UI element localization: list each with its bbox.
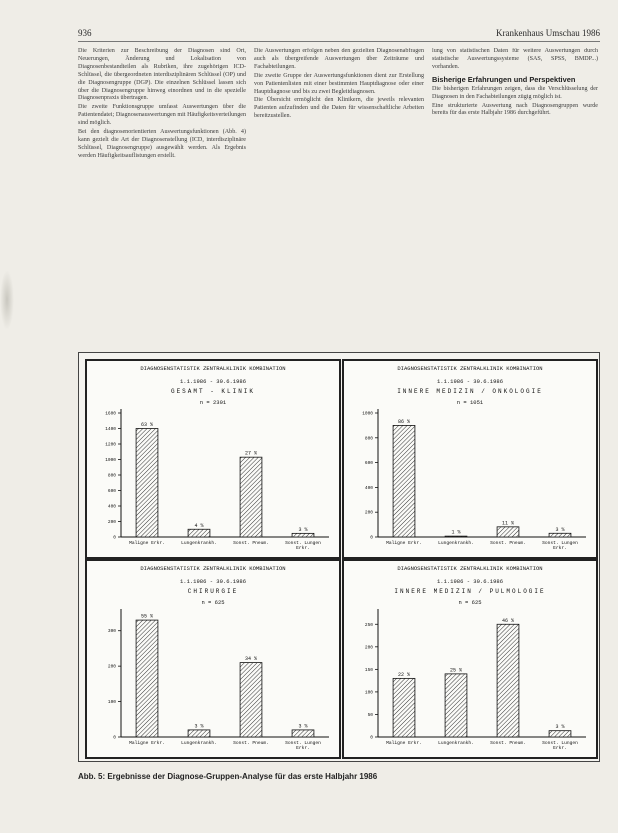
bar [240, 663, 262, 737]
chart-panel-3 [85, 559, 341, 759]
category-label: Sonst. Lungen Erkr. [542, 741, 578, 751]
y-tick-label: 100 [364, 690, 373, 696]
category-label: Lungenkrankh. [181, 541, 217, 546]
bar [292, 730, 314, 737]
chart-panel-4 [342, 559, 598, 759]
bar-chart-svg [87, 361, 339, 557]
category-label: Sonst. Pneum. [490, 541, 526, 546]
bar-value-label: 4 % [194, 522, 204, 529]
category-label: Sonst. Pneum. [233, 741, 269, 746]
bar [240, 457, 262, 537]
y-tick-label: 200 [107, 520, 116, 525]
y-tick-label: 50 [367, 712, 373, 718]
category-label: Sonst. Lungen Erkr. [285, 541, 321, 551]
chart-n: n = 625 [458, 599, 482, 606]
paragraph: lung von statistischen Daten für weitere Auswertungen durch statistische Auswertungssysteme (SAS, SPSS, BMDP...) vorhanden. [432, 48, 598, 70]
bar [497, 624, 519, 737]
y-tick-label: 250 [364, 622, 373, 628]
paragraph: Bei den diagnosenorientierten Auswertungsfunktionen (Abb. 4) kann gezielt die Art der Diagnosenstellung (ICD, interdisziplinäre Schlüssel, Diagnosengruppe) ausgewählt werden. Als Ergebnis werden Häufigkeitsauflistungen erstellt. [78, 129, 246, 159]
chart-title: DIAGNOSENSTATISTIK ZENTRALKLINIK KOMBINATION [397, 365, 543, 372]
bar-value-label: 3 % [298, 526, 308, 533]
paragraph: Die zweite Gruppe der Auswertungsfunktionen dient zur Erstellung von Patientenlisten mit einer bestimmten Hauptdiagnose oder einer Hauptdiagnose und bis zu zwei Begleitdiagnosen. [254, 72, 424, 95]
bar-value-label: 86 % [397, 418, 411, 425]
y-tick-label: 1200 [105, 442, 116, 448]
section-heading: Bisherige Erfahrungen und Perspektiven [432, 74, 576, 84]
chart-n: n = 625 [201, 599, 225, 606]
chart-subtitle: INNERE MEDIZIN / PULMOLOGIE [394, 588, 546, 595]
bar-value-label: 1 % [451, 529, 461, 536]
category-label: Maligne Erkr. [129, 741, 165, 746]
bar-chart-svg [344, 361, 596, 557]
bar-value-label: 3 % [194, 723, 204, 730]
y-tick-label: 200 [107, 664, 116, 670]
y-tick-label: 1400 [105, 427, 116, 432]
category-label: Maligne Erkr. [386, 741, 422, 746]
chart-subtitle: CHIRURGIE [187, 588, 239, 595]
bar-value-label: 3 % [555, 724, 565, 731]
y-tick-label: 200 [364, 510, 373, 516]
y-tick-label: 300 [107, 629, 116, 635]
y-tick-label: 600 [364, 461, 373, 467]
category-label: Sonst. Lungen Erkr. [542, 541, 578, 551]
category-label: Maligne Erkr. [386, 541, 422, 546]
bar [549, 533, 571, 537]
chart-panel-1 [85, 359, 341, 559]
y-tick-label: 0 [113, 735, 116, 741]
page-number: 936 [78, 28, 92, 38]
category-label: Sonst. Lungen Erkr. [285, 741, 321, 751]
paragraph: Die Übersicht ermöglicht den Klinikern, die jeweils relevanten Patienten aufzufinden und die Daten für wissenschaftliche Arbeiten bereitzustellen. [254, 97, 424, 120]
paragraph: Die Auswertungen erfolgen neben den gezielten Diagnosenabfragen auch als übergreifende Auswertungen über Zeiträume und Fachabteilungen. [254, 48, 424, 70]
bar [393, 425, 415, 537]
chart-date: 1.1.1986 - 30.6.1986 [179, 378, 246, 385]
chart-title: DIAGNOSENSTATISTIK ZENTRALKLINIK KOMBINATION [397, 565, 543, 572]
bar-value-label: 3 % [555, 526, 565, 533]
y-tick-label: 400 [107, 504, 116, 510]
figure-frame [78, 352, 600, 762]
chart-panel-2 [342, 359, 598, 559]
bar [445, 674, 467, 737]
paragraph: Die zweite Funktionsgruppe umfasst Auswertungen über die Patientendatei; Diagnosenauswertungen mit Häufigkeitsverteilungen sind möglich. [78, 104, 246, 127]
paragraph: Eine strukturierte Auswertung nach Diagnosengruppen wurde bereits für das erste Halbjahr 1986 durchgeführt. [432, 102, 598, 117]
chart-n: n = 1051 [456, 399, 484, 406]
y-tick-label: 150 [364, 667, 373, 673]
y-tick-label: 0 [370, 735, 373, 741]
scan-shadow [0, 270, 14, 330]
paragraph: Die Kriterien zur Beschreibung der Diagnosen sind Ort, Neuerungen, Änderung und Lokalisation von Diagnosenbestandteilen als Rubriken, ihre zugehörigen ICD-Schlüssel, die übergeordneten interdisziplinären Schlüssel (OP) und die Diagnosengruppe (DGP). Die einzelnen Schlüssel lassen sich über die Diagnosengruppe hinweg einordnen und in die spezielle Diagnosenpraxis übertragen. [78, 48, 246, 102]
category-label: Lungenkrankh. [438, 541, 474, 546]
y-tick-label: 800 [107, 473, 116, 479]
y-tick-label: 400 [364, 485, 373, 491]
bar-value-label: 63 % [140, 422, 154, 428]
page-header [78, 27, 600, 42]
chart-title: DIAGNOSENSTATISTIK ZENTRALKLINIK KOMBINATION [140, 565, 286, 572]
bar [188, 529, 210, 537]
text-column-2 [254, 48, 424, 348]
bar-value-label: 22 % [397, 671, 411, 678]
chart-subtitle: GESAMT - KLINIK [170, 388, 255, 395]
y-tick-label: 1000 [362, 411, 373, 417]
bar [188, 730, 210, 737]
bar [136, 620, 158, 737]
bar-value-label: 46 % [501, 617, 515, 624]
running-title: Krankenhaus Umschau 1986 [496, 28, 600, 38]
bar-value-label: 34 % [244, 656, 258, 663]
bar [497, 527, 519, 537]
bar-value-label: 55 % [140, 613, 154, 620]
chart-date: 1.1.1986 - 30.6.1986 [436, 578, 503, 585]
category-label: Sonst. Pneum. [233, 541, 269, 546]
bar-value-label: 3 % [298, 723, 308, 730]
y-tick-label: 600 [107, 489, 116, 494]
bar [393, 678, 415, 737]
category-label: Maligne Erkr. [129, 541, 165, 546]
bar [549, 731, 571, 737]
text-column-1 [78, 48, 246, 348]
category-label: Lungenkrankh. [181, 741, 217, 746]
y-tick-label: 100 [107, 700, 116, 706]
bar-chart-svg [344, 561, 596, 757]
y-tick-label: 1000 [105, 458, 116, 463]
y-tick-label: 0 [113, 535, 116, 541]
figure-caption: Abb. 5: Ergebnisse der Diagnose-Gruppen-Analyse für das erste Halbjahr 1986 [78, 772, 378, 781]
bar [445, 536, 467, 537]
chart-title: DIAGNOSENSTATISTIK ZENTRALKLINIK KOMBINATION [140, 365, 286, 372]
text-column-3 [432, 48, 598, 348]
chart-n: n = 2301 [199, 399, 227, 406]
y-tick-label: 1600 [105, 411, 116, 417]
bar [136, 429, 158, 538]
bar-value-label: 27 % [244, 450, 258, 457]
chart-date: 1.1.1986 - 30.6.1986 [436, 378, 503, 385]
category-label: Lungenkrankh. [438, 741, 474, 746]
bar [292, 533, 314, 537]
chart-subtitle: INNERE MEDIZIN / ONKOLOGIE [397, 388, 543, 395]
y-tick-label: 800 [364, 436, 373, 442]
bar-chart-svg [87, 561, 339, 757]
bar-value-label: 25 % [449, 667, 463, 674]
paragraph: Die bisherigen Erfahrungen zeigen, dass die Verschlüsselung der Diagnosen in den Fachabteilungen zügig möglich ist. [432, 85, 598, 100]
y-tick-label: 200 [364, 645, 373, 651]
chart-date: 1.1.1986 - 30.6.1986 [179, 578, 246, 585]
category-label: Sonst. Pneum. [490, 741, 526, 746]
y-tick-label: 0 [370, 535, 373, 541]
bar-value-label: 11 % [501, 520, 515, 527]
